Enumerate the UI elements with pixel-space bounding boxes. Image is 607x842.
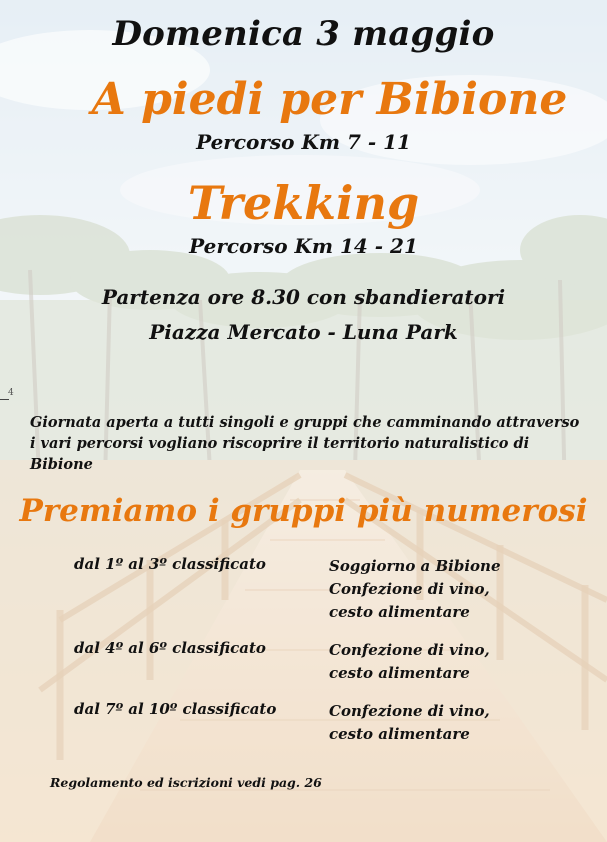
prize-reward-3: [329, 700, 490, 746]
prize-reward-line: cesto alimentare: [329, 603, 470, 621]
page-mark-number: 4: [8, 388, 14, 398]
prize-reward-line: cesto alimentare: [329, 725, 470, 743]
prize-reward-line: Confezione di vino,: [329, 641, 490, 659]
prizes-title: Premiamo i gruppi più numerosi: [19, 493, 588, 529]
page-mark-rule: [0, 399, 9, 400]
trekking-route: Percorso Km 14 - 21: [189, 234, 418, 258]
departure-time: Partenza ore 8.30 con sbandieratori: [101, 285, 506, 309]
prize-rank-3: dal 7º al 10º classificato: [74, 700, 277, 718]
departure-place: Piazza Mercato - Luna Park: [149, 320, 458, 344]
intro-paragraph: Giornata aperta a tutti singoli e gruppi che camminando attraverso i vari percorsi vogliano riscoprire il territorio naturalistico di Bibione: [30, 414, 580, 473]
event-date: Domenica 3 maggio: [112, 14, 495, 54]
trekking-title: Trekking: [187, 176, 420, 230]
walk-route: Percorso Km 7 - 11: [196, 130, 411, 154]
prize-rank-2: dal 4º al 6º classificato: [74, 639, 266, 657]
prize-reward-1: [329, 555, 501, 624]
prize-reward-line: Soggiorno a Bibione: [329, 557, 501, 575]
prize-rank-1: dal 1º al 3º classificato: [74, 555, 266, 573]
footer-note: Regolamento ed iscrizioni vedi pag. 26: [50, 775, 322, 790]
prize-reward-line: Confezione di vino,: [329, 702, 490, 720]
prize-reward-line: Confezione di vino,: [329, 580, 490, 598]
prize-reward-line: cesto alimentare: [329, 664, 470, 682]
walk-title: A piedi per Bibione: [91, 74, 568, 125]
prize-reward-2: [329, 639, 490, 685]
